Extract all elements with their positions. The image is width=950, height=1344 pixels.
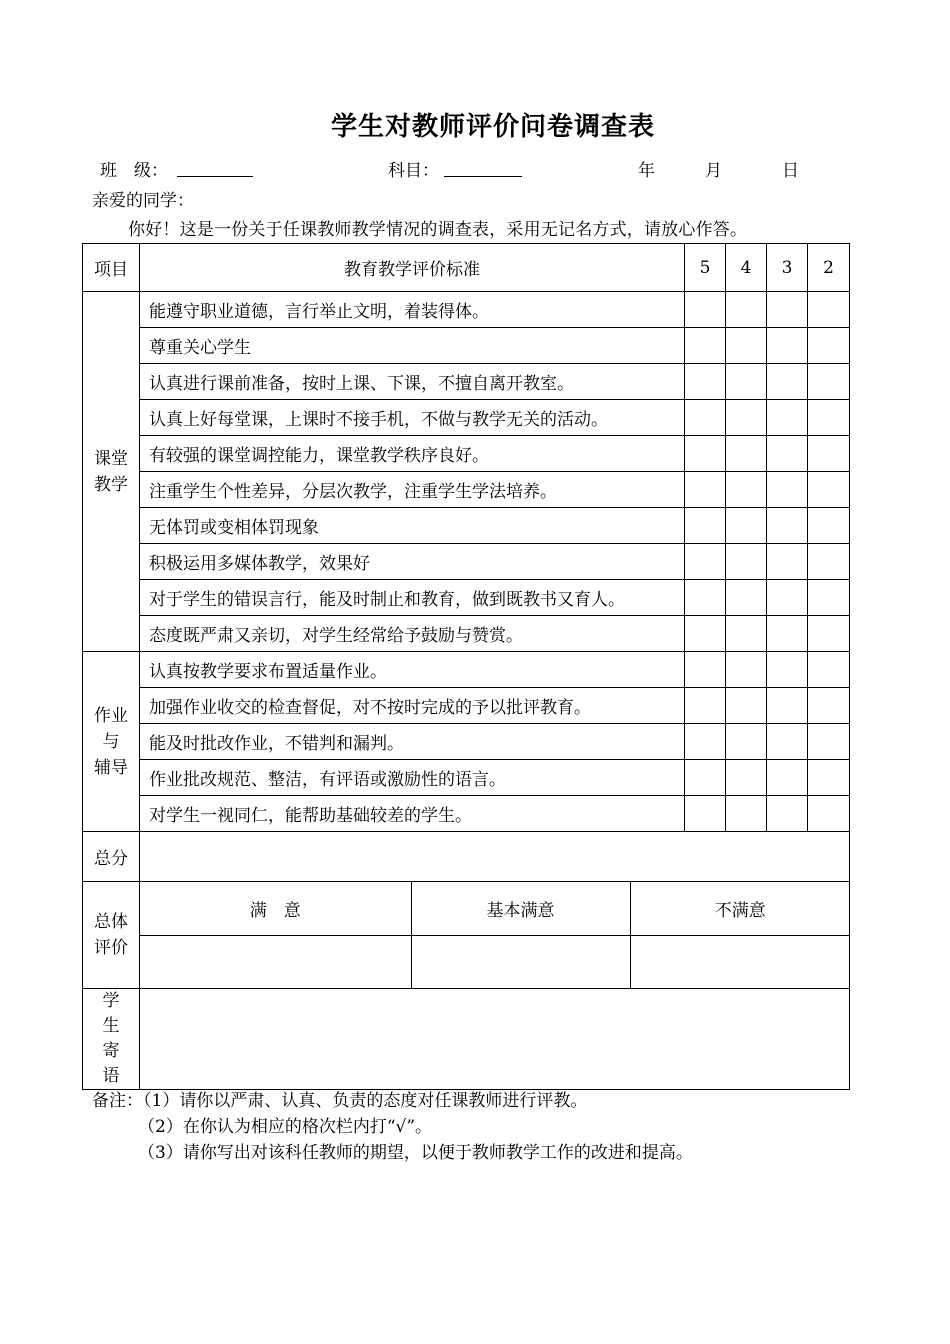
- score-checkbox-cell[interactable]: [726, 580, 767, 616]
- score-checkbox-cell[interactable]: [808, 436, 850, 472]
- table-row: [83, 688, 850, 724]
- table-row: [83, 508, 850, 544]
- overall-label: [83, 882, 140, 989]
- subject-label: 科目：: [388, 161, 439, 181]
- score-checkbox-cell[interactable]: [808, 724, 850, 760]
- table-row: [83, 328, 850, 364]
- note-line-2: （2）在你认为相应的格次栏内打“√”。: [138, 1117, 433, 1137]
- score-checkbox-cell[interactable]: [726, 508, 767, 544]
- criteria-cell: 注重学生个性差异，分层次教学，注重学生学法培养。: [140, 472, 685, 508]
- header-score: 5: [685, 244, 726, 292]
- table-row: [83, 292, 850, 328]
- score-checkbox-cell[interactable]: [808, 616, 850, 652]
- score-checkbox-cell[interactable]: [726, 724, 767, 760]
- score-checkbox-cell[interactable]: [808, 508, 850, 544]
- overall-row: [83, 882, 850, 989]
- overall-option-check[interactable]: [140, 935, 411, 988]
- overall-options-checks: [140, 935, 850, 988]
- overall-option-label: 不满意: [630, 882, 850, 935]
- score-checkbox-cell[interactable]: [808, 544, 850, 580]
- score-checkbox-cell[interactable]: [767, 544, 808, 580]
- score-checkbox-cell[interactable]: [685, 544, 726, 580]
- overall-options-cell: [140, 882, 850, 989]
- table-row: [83, 652, 850, 688]
- message-label-line: 学: [102, 991, 120, 1011]
- score-checkbox-cell[interactable]: [685, 652, 726, 688]
- class-field[interactable]: [177, 156, 253, 177]
- message-row: [83, 989, 850, 1090]
- table-row: [83, 616, 850, 652]
- score-checkbox-cell[interactable]: [808, 364, 850, 400]
- greeting: 亲爱的同学：: [92, 191, 194, 211]
- score-checkbox-cell[interactable]: [685, 364, 726, 400]
- score-checkbox-cell[interactable]: [767, 292, 808, 328]
- score-checkbox-cell[interactable]: [767, 472, 808, 508]
- overall-option-label: 基本满意: [411, 882, 630, 935]
- score-checkbox-cell[interactable]: [808, 652, 850, 688]
- criteria-cell: 对于学生的错误言行，能及时制止和教育，做到既教书又育人。: [140, 580, 685, 616]
- header-score: 2: [808, 244, 850, 292]
- table-row: [83, 472, 850, 508]
- section-name-line: 作业: [94, 705, 128, 726]
- score-checkbox-cell[interactable]: [726, 328, 767, 364]
- score-checkbox-cell[interactable]: [808, 796, 850, 832]
- overall-label-line: 评价: [94, 938, 128, 958]
- score-checkbox-cell[interactable]: [767, 436, 808, 472]
- score-checkbox-cell[interactable]: [726, 688, 767, 724]
- score-checkbox-cell[interactable]: [808, 472, 850, 508]
- score-checkbox-cell[interactable]: [726, 400, 767, 436]
- message-field[interactable]: [140, 989, 850, 1090]
- score-checkbox-cell[interactable]: [726, 472, 767, 508]
- criteria-cell: 加强作业收交的检查督促，对不按时完成的予以批评教育。: [140, 688, 685, 724]
- table-row: [83, 580, 850, 616]
- note-line-3: （3）请你写出对该科任教师的期望，以便于教师教学工作的改进和提高。: [138, 1143, 693, 1163]
- score-checkbox-cell[interactable]: [685, 796, 726, 832]
- criteria-cell: 认真进行课前准备，按时上课、下课，不擅自离开教室。: [140, 364, 685, 400]
- intro-text: 你好！这是一份关于任课教师教学情况的调查表，采用无记名方式，请放心作答。: [128, 220, 748, 240]
- score-checkbox-cell[interactable]: [808, 688, 850, 724]
- message-label-line: 语: [102, 1066, 120, 1086]
- header-item: 项目: [83, 244, 140, 292]
- overall-option-check[interactable]: [411, 935, 630, 988]
- section-name-line: 辅导: [94, 757, 128, 778]
- score-checkbox-cell[interactable]: [767, 652, 808, 688]
- criteria-cell: 能及时批改作业，不错判和漏判。: [140, 724, 685, 760]
- score-checkbox-cell[interactable]: [808, 760, 850, 796]
- overall-option-check[interactable]: [630, 935, 850, 988]
- score-checkbox-cell[interactable]: [685, 508, 726, 544]
- table-row: [83, 400, 850, 436]
- score-checkbox-cell[interactable]: [726, 436, 767, 472]
- criteria-cell: 认真上好每堂课，上课时不接手机，不做与教学无关的活动。: [140, 400, 685, 436]
- overall-label-line: 总体: [94, 912, 128, 932]
- score-checkbox-cell[interactable]: [726, 544, 767, 580]
- score-checkbox-cell[interactable]: [767, 760, 808, 796]
- overall-options-labels: [140, 882, 850, 935]
- score-checkbox-cell[interactable]: [685, 436, 726, 472]
- criteria-cell: 态度既严肃又亲切，对学生经常给予鼓励与赞赏。: [140, 616, 685, 652]
- score-checkbox-cell[interactable]: [767, 400, 808, 436]
- header-score: 4: [726, 244, 767, 292]
- section-name-line: 课堂: [94, 448, 128, 469]
- score-checkbox-cell[interactable]: [685, 328, 726, 364]
- score-checkbox-cell[interactable]: [685, 616, 726, 652]
- message-label-line: 寄: [102, 1041, 120, 1061]
- score-checkbox-cell[interactable]: [767, 328, 808, 364]
- year-label: 年: [638, 161, 655, 181]
- score-checkbox-cell[interactable]: [726, 760, 767, 796]
- table-row: [83, 724, 850, 760]
- criteria-cell: 作业批改规范、整洁，有评语或激励性的语言。: [140, 760, 685, 796]
- criteria-cell: 积极运用多媒体教学，效果好: [140, 544, 685, 580]
- page-title: 学生对教师评价问卷调查表: [330, 112, 655, 142]
- score-checkbox-cell[interactable]: [685, 292, 726, 328]
- criteria-cell: 无体罚或变相体罚现象: [140, 508, 685, 544]
- form-meta-line: [0, 156, 950, 180]
- day-label: 日: [782, 161, 799, 181]
- score-checkbox-cell[interactable]: [767, 508, 808, 544]
- total-label: 总分: [83, 832, 140, 882]
- score-checkbox-cell[interactable]: [767, 364, 808, 400]
- score-checkbox-cell[interactable]: [726, 796, 767, 832]
- message-label-line: 生: [102, 1016, 120, 1036]
- criteria-cell: 尊重关心学生: [140, 328, 685, 364]
- table-row: [83, 544, 850, 580]
- section-name-line: 与: [102, 731, 120, 752]
- criteria-cell: 认真按教学要求布置适量作业。: [140, 652, 685, 688]
- notes: [92, 1088, 693, 1166]
- total-field[interactable]: [140, 832, 850, 882]
- survey-table: [82, 243, 850, 1090]
- section-name: [83, 652, 140, 832]
- score-checkbox-cell[interactable]: [808, 400, 850, 436]
- criteria-cell: 对学生一视同仁，能帮助基础较差的学生。: [140, 796, 685, 832]
- score-checkbox-cell[interactable]: [685, 580, 726, 616]
- score-checkbox-cell[interactable]: [685, 472, 726, 508]
- score-checkbox-cell[interactable]: [808, 292, 850, 328]
- score-checkbox-cell[interactable]: [685, 400, 726, 436]
- month-label: 月: [705, 161, 722, 181]
- score-checkbox-cell[interactable]: [767, 688, 808, 724]
- subject-field[interactable]: [444, 156, 522, 177]
- note-line-1: 备注：（1）请你以严肃、认真、负责的态度对任课教师进行评教。: [92, 1091, 588, 1111]
- score-checkbox-cell[interactable]: [767, 796, 808, 832]
- score-checkbox-cell[interactable]: [726, 652, 767, 688]
- overall-option-label: 满 意: [140, 882, 411, 935]
- score-checkbox-cell[interactable]: [767, 580, 808, 616]
- header-criteria: 教育教学评价标准: [140, 244, 685, 292]
- message-label: [83, 989, 140, 1090]
- table-row: [83, 364, 850, 400]
- section-name-line: 教学: [94, 474, 128, 495]
- header-score: 3: [767, 244, 808, 292]
- score-checkbox-cell[interactable]: [808, 580, 850, 616]
- score-checkbox-cell[interactable]: [685, 724, 726, 760]
- table-row: [83, 796, 850, 832]
- score-checkbox-cell[interactable]: [685, 760, 726, 796]
- score-checkbox-cell[interactable]: [726, 364, 767, 400]
- score-checkbox-cell[interactable]: [767, 616, 808, 652]
- score-checkbox-cell[interactable]: [726, 292, 767, 328]
- section-name: [83, 292, 140, 652]
- table-row: [83, 760, 850, 796]
- criteria-cell: 能遵守职业道德，言行举止文明，着装得体。: [140, 292, 685, 328]
- overall-options-table: [140, 882, 850, 988]
- class-label: 班 级：: [100, 161, 168, 181]
- table-header-row: [83, 244, 850, 292]
- score-checkbox-cell[interactable]: [726, 616, 767, 652]
- score-checkbox-cell[interactable]: [808, 328, 850, 364]
- score-checkbox-cell[interactable]: [767, 724, 808, 760]
- score-checkbox-cell[interactable]: [685, 688, 726, 724]
- total-row: [83, 832, 850, 882]
- criteria-cell: 有较强的课堂调控能力，课堂教学秩序良好。: [140, 436, 685, 472]
- table-row: [83, 436, 850, 472]
